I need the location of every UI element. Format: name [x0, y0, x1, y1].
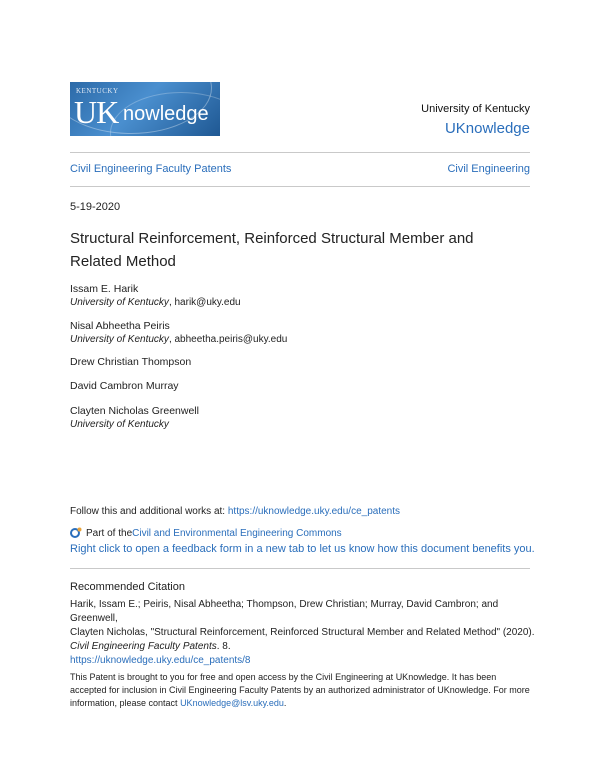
citation-line: Harik, Issam E.; Peiris, Nisal Abheetha; Thompson, Drew Christian; Murray, David Cambron; and Greenwell,: [70, 599, 499, 624]
contact-email-link[interactable]: UKnowledge@lsv.uky.edu: [180, 698, 284, 708]
commons-link[interactable]: Civil and Environmental Engineering Commons: [132, 527, 342, 539]
author-block: [70, 405, 199, 430]
affiliation: University of Kentucky: [70, 419, 169, 430]
part-of-text: Part of the: [86, 527, 133, 539]
open-access-network-icon: [70, 527, 82, 539]
divider: [70, 152, 530, 153]
uknowledge-logo[interactable]: [70, 82, 220, 136]
footer-notice: [70, 671, 540, 710]
department-link[interactable]: Civil Engineering: [447, 163, 530, 175]
footer-line: [70, 697, 540, 710]
footer-period: .: [283, 698, 287, 708]
citation-url[interactable]: https://uknowledge.uky.edu/ce_patents/8: [70, 655, 251, 666]
repository-link[interactable]: UKnowledge: [444, 120, 530, 137]
collection-link[interactable]: Civil Engineering Faculty Patents: [70, 163, 232, 175]
affiliation: University of Kentucky: [70, 334, 169, 345]
citation-heading: Recommended Citation: [70, 581, 185, 593]
citation-series: Civil Engineering Faculty Patents: [70, 641, 217, 652]
logo-uk-text: UK: [74, 94, 119, 130]
divider: [70, 568, 530, 569]
affiliation: University of Kentucky: [70, 297, 169, 308]
title-line: Structural Reinforcement, Reinforced Structural Member and: [70, 230, 474, 247]
footer-text: information, please contact: [70, 698, 181, 708]
feedback-link[interactable]: Right click to open a feedback form in a new tab to let us know how this document benefits you.: [70, 543, 535, 555]
citation-number: . 8.: [216, 641, 231, 652]
citation-body: [70, 598, 540, 668]
logo-kentucky-text: KENTUCKY: [76, 87, 119, 95]
follow-line: [70, 506, 400, 517]
publication-date: 5-19-2020: [70, 201, 121, 213]
footer-line: This Patent is brought to you for free and open access by the Civil Engineering at UKnowledge. It has been: [70, 672, 497, 682]
author-block: [70, 283, 241, 308]
author-name: Issam E. Harik: [70, 283, 139, 295]
author-affiliation: [70, 334, 287, 345]
author-email[interactable]: , harik@uky.edu: [168, 297, 241, 308]
citation-line: [70, 640, 540, 654]
footer-line: accepted for inclusion in Civil Engineering Faculty Patents by an authorized administrator of UKnowledge. For more: [70, 685, 530, 695]
document-title: [70, 230, 474, 270]
part-of-line: [70, 527, 342, 539]
author-name: David Cambron Murray: [70, 380, 179, 392]
university-name: University of Kentucky: [421, 103, 530, 115]
author-block: [70, 320, 287, 345]
follow-text: Follow this and additional works at:: [70, 506, 228, 517]
author-email[interactable]: , abheetha.peiris@uky.edu: [168, 334, 288, 345]
author-affiliation: [70, 297, 241, 308]
logo-knowledge-text: nowledge: [123, 103, 209, 125]
author-name: Drew Christian Thompson: [70, 356, 192, 368]
follow-link[interactable]: https://uknowledge.uky.edu/ce_patents: [227, 506, 401, 517]
divider: [70, 186, 530, 187]
author-name: Clayten Nicholas Greenwell: [70, 405, 199, 417]
citation-line: Clayten Nicholas, "Structural Reinforcement, Reinforced Structural Member and Related Method" (2020).: [70, 627, 535, 638]
title-line: Related Method: [70, 253, 176, 270]
author-name: Nisal Abheetha Peiris: [70, 320, 170, 332]
